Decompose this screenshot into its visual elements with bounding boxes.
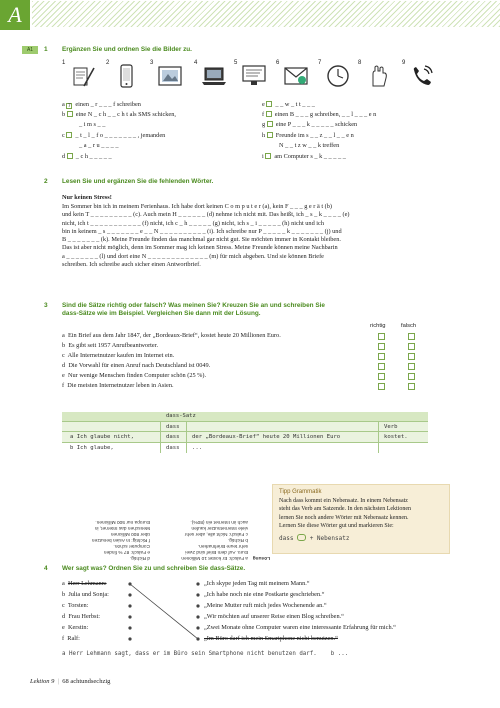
answer-box[interactable] (266, 111, 272, 117)
answer-box[interactable] (66, 132, 72, 138)
list-item: f Die meisten Internetnutzer leben in Asien. (62, 382, 174, 389)
text-line: und kein T _ _ _ _ _ _ _ _ _ (c). Auch mein H _ _ _ _ _ _ (d) nehme ich nicht mit. Das heißt, ich _ s _ k _ _ _ _ (e) (62, 211, 350, 219)
computer-screen-icon (240, 62, 268, 90)
checkbox-richtig[interactable] (378, 353, 385, 360)
checkbox-falsch[interactable] (408, 373, 415, 380)
icon-number: 1 (62, 60, 66, 66)
checkbox-richtig[interactable] (378, 373, 385, 380)
exercise-4-number: 4 (44, 565, 48, 572)
exercise-2-number: 2 (44, 178, 48, 185)
section-tag: A1 (22, 46, 38, 54)
exercise-3-number: 3 (44, 302, 48, 309)
list-item: f einen B _ _ _ g schreiben, _ _ l _ _ _ e n (262, 111, 377, 118)
icon-number: 9 (402, 60, 406, 66)
list-item: c Torsten: (62, 602, 89, 609)
page-number: 68 achtundsechzig (62, 678, 111, 685)
picture-frame-icon (156, 62, 184, 90)
exercise-3-title: Sind die Sätze richtig oder falsch? Was meinen Sie? Kreuzen Sie an und schreiben Sie dass-Sätze wie im Beispiel. Vergleichen Sie dann mit der Lösung. (62, 302, 325, 317)
list-item: „Meine Mutter ruft mich jedes Wochenende an.“ (204, 602, 327, 609)
list-item: _ i m s _ _ (79, 121, 106, 128)
icon-number: 4 (194, 60, 198, 66)
laptop-icon (200, 62, 228, 90)
checkbox-richtig[interactable] (378, 363, 385, 370)
hand-icon (364, 62, 392, 90)
page-header (0, 0, 500, 30)
table-row: b Ich glaube, dass ... (62, 442, 428, 453)
checkbox-falsch[interactable] (408, 363, 415, 370)
solution-label: Lösung (252, 555, 270, 560)
header-hatch (32, 1, 500, 27)
list-item: d Frau Herbst: (62, 613, 100, 620)
list-item: „Ich skype jeden Tag mit meinem Mann.“ (204, 580, 310, 587)
list-item: a Herr Lehmann: (62, 580, 107, 587)
answer-box[interactable] (266, 101, 272, 107)
icon-number: 7 (318, 60, 322, 66)
exercise-2-title: Lesen Sie und ergänzen Sie die fehlenden Wörter. (62, 178, 214, 185)
text-line: B _ _ _ _ _ _ _ (k). Meine Freunde finden das manchmal gar nicht gut. Sie möchten immer in Kontakt bleiben. (62, 236, 341, 244)
text-line: schreiben. Ich schreibe auch sicher einen Antwortbrief. (62, 261, 201, 269)
list-item: „Im Büro darf ich mein Smartphone nicht benutzen.“ (204, 635, 338, 642)
checkbox-falsch[interactable] (408, 383, 415, 390)
page-footer: Lektion 9 | 68 achtundsechzig (30, 678, 111, 685)
lesson-label: Lektion 9 (30, 678, 55, 685)
exercise-1-number: 1 (44, 46, 48, 53)
answer-box[interactable] (265, 153, 271, 159)
list-item: „Wir möchten auf unserer Reise einen Blog schreiben.“ (204, 613, 344, 620)
checkbox-richtig[interactable] (378, 343, 385, 350)
clock-icon (324, 62, 352, 90)
list-item: i am Computer s _ k _ _ _ _ _ (262, 153, 346, 160)
solution-column: a Falsch: Er kostet 10 Millionen Euro. Auf dem Brief sind zwei sehr teure Briefmarken. b Richtig. c Falsch: Nicht alle, aber sehr viele Internetnutzer kaufen auch im Internet ein (80%). (181, 519, 248, 560)
list-item: g eine P _ _ _ k _ _ _ _ _ schicken (262, 121, 358, 128)
text-line: nicht, ich t _ _ _ _ _ _ _ _ _ _ _ (f) nicht, ich c _ h _ _ _ _ _ (g) nicht, ich s _ i _ _ _ _ _ (h) nicht und ich (62, 219, 324, 227)
column-divider (160, 421, 161, 453)
list-item: c Alle Internetnutzer kaufen im Internet ein. (62, 352, 175, 359)
list-item: b Es gibt seit 1957 Anrufbeantworter. (62, 342, 159, 349)
icon-number: 3 (150, 60, 154, 66)
text-line: Das ist aber nicht möglich, denn im Sommer mag ich keinen Stress. Meine Freunde können meine Nachbarin (62, 244, 338, 252)
checkbox-richtig[interactable] (378, 333, 385, 340)
text-line: Im Sommer bin ich in meinem Ferienhaus. Ich habe dort keinen C o m p u t e r (a), kein F _ _ _ g e r ä t (b) (62, 203, 333, 210)
checkbox-richtig[interactable] (378, 383, 385, 390)
solution-upside-down (62, 480, 270, 560)
column-divider (378, 421, 379, 453)
icon-number: 6 (276, 60, 280, 66)
list-item: h Freunde im s _ _ z _ _ l _ _ e n (262, 132, 354, 139)
text-line: a _ _ _ _ _ _ _ (l) und dort eine N _ _ _ _ _ _ _ _ _ _ _ _ _ (m) für mich abgeben. Und sie können Briefe (62, 252, 324, 260)
list-item: d _ c h _ _ _ _ _ (62, 153, 112, 160)
loop-marker-icon (297, 534, 306, 541)
ringing-phone-icon (408, 62, 436, 90)
list-item: c _ t _ l _ f o _ _ _ _ _ _ _ , jemanden (62, 132, 166, 139)
section-letter: A (0, 0, 30, 30)
exercise-4-title: Wer sagt was? Ordnen Sie zu und schreiben Sie dass-Sätze. (62, 565, 246, 572)
list-item: N _ _ t z w _ _ k treffen (279, 142, 340, 149)
example-answer: a Herr Lehmann sagt, dass er im Büro sein Smartphone nicht benutzen darf. b ... (62, 651, 349, 657)
list-item: a Ein Brief aus dem Jahr 1847, der „Bordeaux-Brief“, kostet heute 20 Millionen Euro. (62, 332, 281, 339)
list-item: _ a _ r u _ _ _ _ (79, 142, 119, 149)
table-header-row: dass Verb (62, 421, 428, 431)
icon-number: 2 (106, 60, 110, 66)
list-item: b eine N _ c h _ _ c h t als SMS schicken, (62, 111, 176, 118)
exercise-2-text (62, 203, 454, 269)
table-title: dass-Satz (62, 412, 428, 421)
list-item: a 7 einen _ r _ _ _ f schreiben (62, 101, 141, 109)
pen-paper-icon (70, 62, 98, 90)
list-item: f Ralf: (62, 635, 80, 642)
matching-lines (126, 580, 204, 646)
tipp-title: Tipp Grammatik (279, 489, 322, 495)
answer-box[interactable] (267, 121, 273, 127)
answer-box[interactable] (67, 153, 73, 159)
text-heading: Nur keinen Stress! (62, 194, 112, 201)
checkbox-falsch[interactable] (408, 333, 415, 340)
mail-icon (282, 62, 310, 90)
icon-number: 5 (234, 60, 238, 66)
answer-box[interactable] (267, 132, 273, 138)
checkbox-falsch[interactable] (408, 353, 415, 360)
column-divider (186, 421, 187, 453)
list-item: „Ich habe noch nie eine Postkarte geschrieben.“ (204, 591, 325, 598)
answer-box[interactable] (67, 111, 73, 117)
exercise-1-icons (62, 62, 442, 92)
exercise-1-title: Ergänzen Sie und ordnen Sie die Bilder zu. (62, 46, 192, 53)
list-item: b Julia und Sonja: (62, 591, 109, 598)
list-item: e _ _ w _ t t _ _ _ (262, 101, 315, 108)
tipp-grammatik-box (272, 484, 450, 554)
solution-column: d Richtig. e Falsch: 87 % finden Computer schön. f Richtig: In Asien benutzen über 800 Millionen Menschen das Internet, in Europa nur 500 Millionen. (91, 519, 150, 560)
list-item: „Zwei Monate ohne Computer waren eine interessante Erfahrung für mich.“ (204, 624, 396, 631)
column-richtig: richtig (370, 323, 386, 329)
text-line: bin in keinem _ s _ _ _ _ _ _ _ e _ _ N _ _ _ _ _ _ _ _ _ _ (i). Ich schreibe nur P _ _ _ _ _ k _ _ _ _ _ _ _ (j) und (62, 227, 342, 235)
answer-box[interactable]: 7 (67, 103, 71, 109)
smartphone-icon (112, 62, 140, 90)
list-item: e Nur wenige Menschen finden Computer schön (25 %). (62, 372, 207, 379)
list-item: d Die Vorwahl für einen Anruf nach Deutschland ist 0049. (62, 362, 211, 369)
checkbox-falsch[interactable] (408, 343, 415, 350)
tipp-formula: dass + Nebensatz (279, 534, 350, 542)
list-item: e Kerstin: (62, 624, 89, 631)
column-falsch: falsch (401, 323, 417, 329)
dass-satz-table (62, 412, 428, 453)
tipp-text: Nach dass kommt ein Nebensatz. In einem Nebensatz steht das Verb am Satzende. In den nächsten Lektionen lernen Sie noch andere Wörter mit Nebensatz kennen. Lernen Sie diese Wörter gut und markieren Sie: (279, 498, 412, 530)
icon-number: 8 (358, 60, 362, 66)
table-row: a Ich glaube nicht, dass der „Bordeaux-Brief“ heute 20 Millionen Euro kostet. (62, 431, 428, 442)
